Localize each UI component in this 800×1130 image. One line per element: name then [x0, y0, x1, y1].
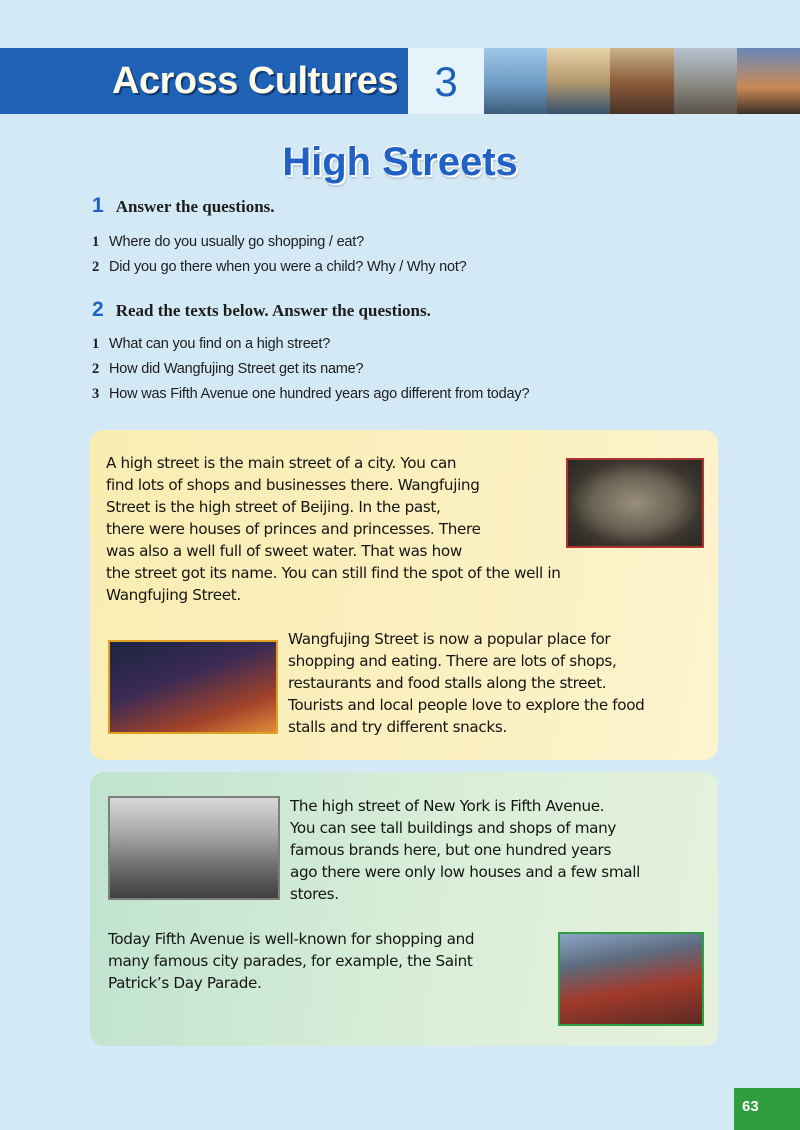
stone-lion-photo: [674, 48, 737, 114]
page-title: High Streets: [282, 140, 518, 184]
text-line: shopping and eating. There are lots of shops,: [288, 652, 617, 670]
question: [92, 259, 467, 276]
question-text: How was Fifth Avenue one hundred years ago different from today?: [109, 386, 530, 402]
text-line: the street got its name. You can still find the spot of the well in: [106, 564, 561, 582]
activity-number: 2: [92, 298, 104, 321]
wangfujing-paragraph-2: [288, 628, 644, 738]
saint-patricks-parade-photo: [558, 932, 704, 1026]
text-line: ago there were only low houses and a few small: [290, 863, 641, 881]
well-cover-photo: [566, 458, 704, 548]
banner-title: Across Cultures: [112, 60, 399, 102]
question-number: 3: [92, 386, 100, 402]
question-number: 2: [92, 259, 100, 275]
sydney-harbour-photo: [547, 48, 610, 114]
activity-instruction: Answer the questions.: [115, 197, 275, 216]
text-line: Street is the high street of Beijing. In the past,: [106, 498, 441, 516]
fifth-avenue-paragraph-2: [108, 928, 474, 994]
text-line: A high street is the main street of a city. You can: [106, 454, 457, 472]
text-line: many famous city parades, for example, the Saint: [108, 952, 473, 970]
text-line: was also a well full of sweet water. That was how: [106, 542, 462, 560]
text-line: Tourists and local people love to explore the food: [288, 696, 645, 714]
statue-of-liberty-photo: [484, 48, 547, 114]
question: [92, 386, 529, 403]
text-line: restaurants and food stalls along the street.: [288, 674, 607, 692]
question-number: 2: [92, 361, 100, 377]
activity-2-heading: [92, 298, 431, 322]
question-number: 1: [92, 336, 100, 352]
text-line: Wangfujing Street is now a popular place for: [288, 630, 611, 648]
unit-banner: [0, 48, 800, 114]
fifth-avenue-paragraph-1: [290, 795, 640, 905]
banner-photo-strip: [484, 48, 800, 114]
text-line: stalls and try different snacks.: [288, 718, 507, 736]
wangfujing-paragraph-1: [106, 452, 561, 606]
text-line: Wangfujing Street.: [106, 586, 241, 604]
text-line: The high street of New York is Fifth Avenue.: [290, 797, 605, 815]
question-text: Did you go there when you were a child? Why / Why not?: [109, 259, 467, 275]
question-text: How did Wangfujing Street get its name?: [109, 361, 364, 377]
question-text: Where do you usually go shopping / eat?: [109, 234, 364, 250]
activity-number: 1: [92, 194, 104, 217]
wangfujing-night-photo: [108, 640, 278, 734]
text-line: famous brands here, but one hundred years: [290, 841, 612, 859]
question: [92, 234, 364, 251]
question-text: What can you find on a high street?: [109, 336, 331, 352]
text-line: Patrick’s Day Parade.: [108, 974, 262, 992]
text-line: find lots of shops and businesses there. Wangfujing: [106, 476, 480, 494]
question-number: 1: [92, 234, 100, 250]
page-number: 63: [734, 1088, 800, 1130]
temple-photo: [610, 48, 673, 114]
big-ben-photo: [737, 48, 800, 114]
text-line: You can see tall buildings and shops of many: [290, 819, 617, 837]
old-fifth-avenue-photo: [108, 796, 280, 900]
activity-1-heading: [92, 194, 275, 218]
question: [92, 361, 363, 378]
text-line: there were houses of princes and princesses. There: [106, 520, 481, 538]
question: [92, 336, 330, 353]
text-line: Today Fifth Avenue is well-known for shopping and: [108, 930, 475, 948]
unit-number: 3: [434, 58, 458, 105]
text-line: stores.: [290, 885, 339, 903]
activity-instruction: Read the texts below. Answer the questions.: [115, 301, 431, 320]
